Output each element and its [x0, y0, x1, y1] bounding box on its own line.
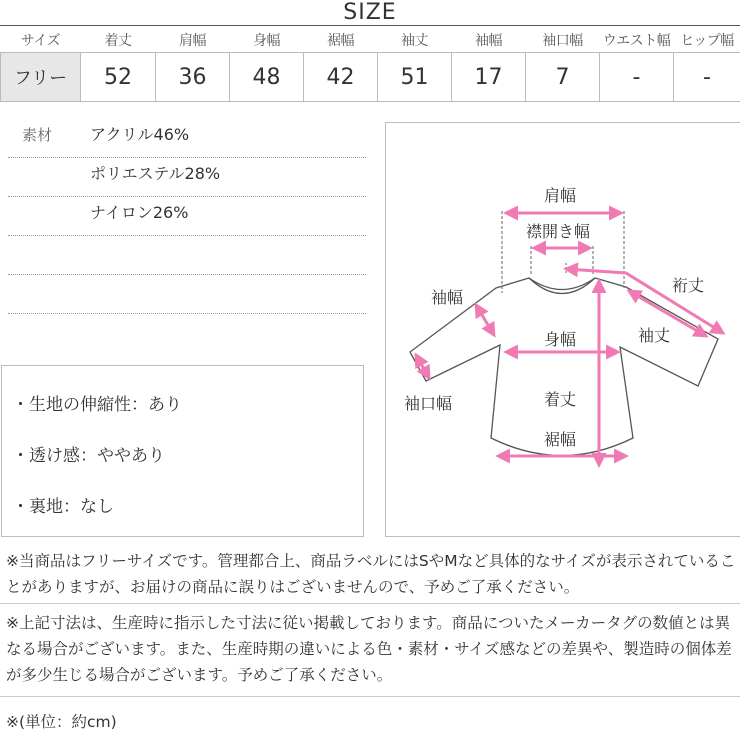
cell-waist-width: -: [600, 53, 674, 102]
note-free-size: ※当商品はフリーサイズです。管理都合上、商品ラベルにはSやMなど具体的なサイズが表示されていることがありますが、お届けの商品に誤りはございませんので、予めご了承ください。: [6, 552, 736, 596]
header-shoulder: 肩幅: [179, 33, 206, 49]
row-size-free: フリー: [1, 53, 81, 102]
material-row-3: [8, 196, 366, 236]
header-sleeve-width: 袖幅: [475, 33, 502, 49]
header-length: 着丈: [104, 33, 132, 49]
cell-length: 52: [81, 53, 156, 102]
size-title: SIZE: [343, 0, 397, 25]
material-nylon: ナイロン26%: [90, 203, 189, 222]
header-waist-width: ウエスト幅: [602, 33, 671, 49]
material-row-4: [8, 235, 366, 275]
title-underline: [0, 25, 740, 26]
cell-hip-width: -: [674, 53, 740, 102]
header-hip-width: ヒップ幅: [680, 33, 734, 49]
measurement-diagram: [385, 122, 740, 537]
table-row: [1, 53, 740, 102]
header-size: サイズ: [20, 33, 61, 49]
material-acrylic: アクリル46%: [90, 125, 190, 144]
features-box: [1, 365, 364, 537]
material-label: 素材: [22, 126, 53, 144]
feature-sheerness: ・透け感：ややあり: [12, 446, 165, 466]
header-body-width: 身幅: [253, 33, 280, 49]
label-sleeve-width: 袖幅: [431, 288, 464, 307]
feature-lining: ・裏地：なし: [12, 497, 114, 517]
label-body-width: 身幅: [544, 330, 577, 349]
note-measurement: ※上記寸法は、生産時に指示した寸法に従い掲載しております。商品についたメーカータグの数値とは異なる場合がございます。また、生産時期の違いによる色・素材・サイズ感などの差異や、製造時の個体差が多少生じる場合がございます。予めご了承ください。: [6, 614, 732, 684]
label-cuff: 袖口幅: [404, 394, 453, 413]
size-table-header: [1, 28, 740, 53]
note-divider-1: [0, 603, 740, 604]
cell-shoulder: 36: [156, 53, 230, 102]
cell-body-width: 48: [230, 53, 304, 102]
label-yuki: 裄丈: [672, 276, 705, 295]
header-cuff-width: 袖口幅: [542, 33, 583, 49]
cell-hem-width: 42: [304, 53, 378, 102]
cell-sleeve-length: 51: [378, 53, 452, 102]
label-sleeve-length: 袖丈: [638, 326, 671, 345]
label-length: 着丈: [544, 390, 577, 409]
cell-cuff-width: 7: [526, 53, 600, 102]
label-hem: 裾幅: [544, 430, 577, 449]
cell-sleeve-width: 17: [452, 53, 526, 102]
material-row-1: [8, 118, 366, 158]
note-divider-2: [0, 696, 740, 697]
label-shoulder: 肩幅: [544, 186, 577, 205]
material-row-2: [8, 157, 366, 197]
material-polyester: ポリエステル28%: [90, 164, 221, 183]
unit-note: ※(単位：約cm): [6, 713, 117, 731]
material-row-5: [8, 274, 366, 314]
label-neck: 襟開き幅: [526, 222, 591, 241]
garment-diagram-svg: [386, 123, 740, 536]
header-hem-width: 裾幅: [327, 33, 354, 49]
size-table: [0, 28, 740, 102]
feature-stretch: ・生地の伸縮性：あり: [12, 395, 182, 415]
header-sleeve-length: 袖丈: [401, 33, 428, 49]
